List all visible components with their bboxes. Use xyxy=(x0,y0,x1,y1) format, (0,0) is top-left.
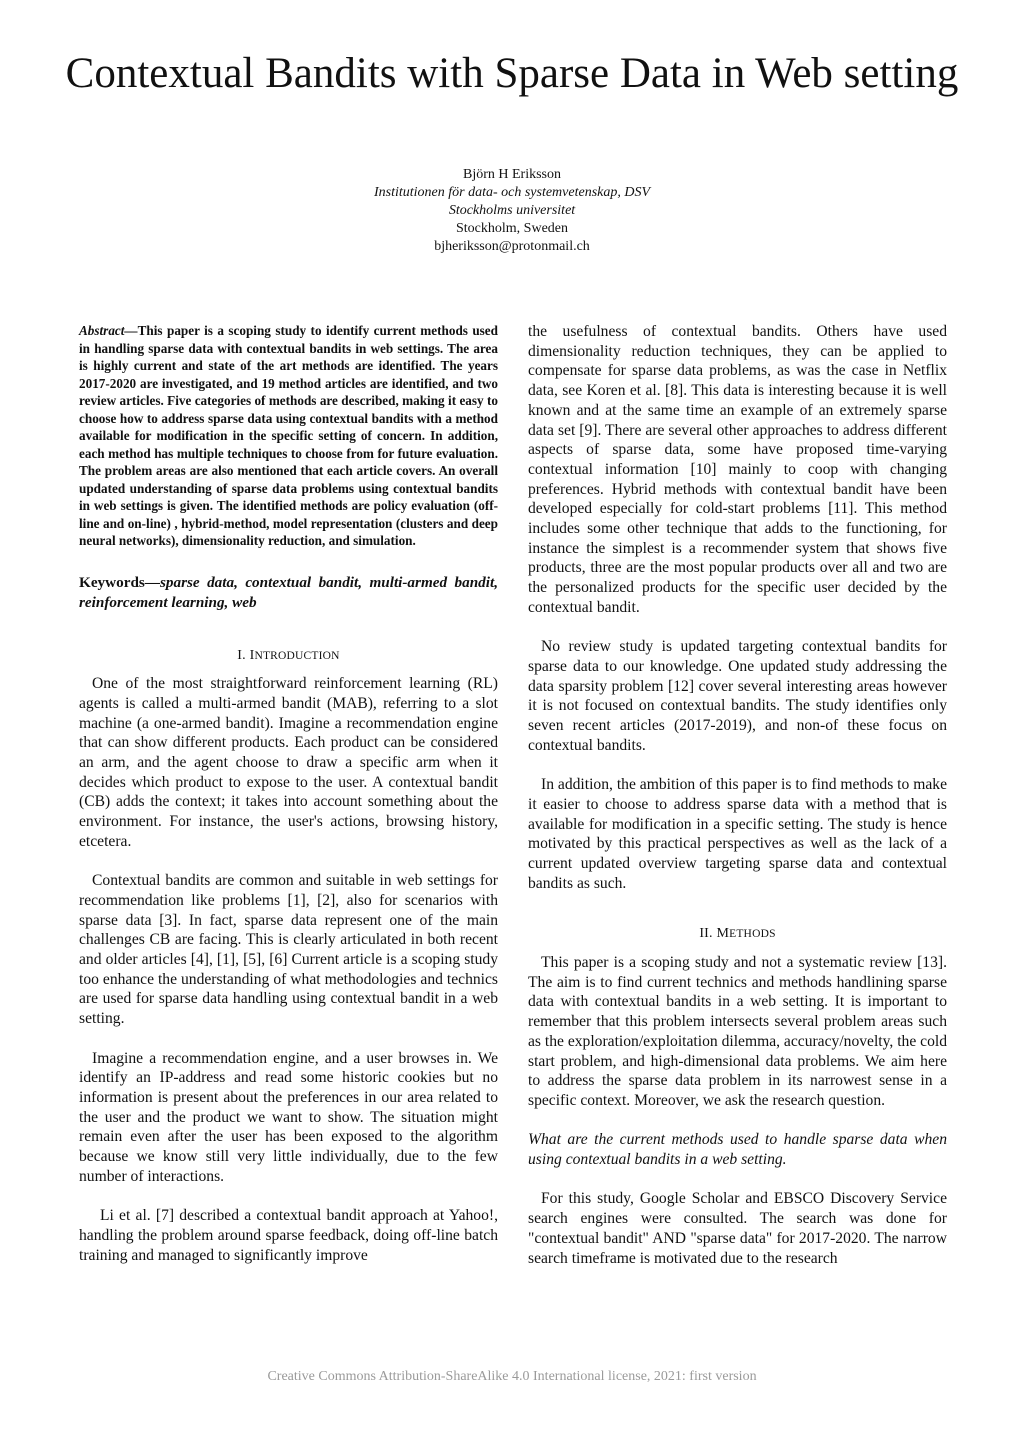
author-email[interactable]: bjheriksson@protonmail.ch xyxy=(434,239,590,254)
paragraph: the usefulness of contextual bandits. Others have used dimensionality reduction techniques, they can be applied to compensate for sparse data problems, as was the case in Netflix data, see Koren et al. [8]. This data is interesting because it is well known and at the same time an example of an extremely sparse data set [9]. There are several other approaches to address different aspects of sparse data, some have proposed time-varying contextual information [10] mainly to coop with changing preferences. Hybrid methods with contextual bandit have been developed especially for cold-start problems [11]. This method includes some other technique that adds to the functioning, for instance the simplest is a recommender system that shows five products, three are the most popular products over all and two are the personalized products for the specific user decided by the contextual bandit. xyxy=(528,323,947,616)
left-column xyxy=(79,322,498,1265)
section-rest: ETHODS xyxy=(729,928,776,941)
author-department: Institutionen för data- och systemvetenskap, DSV xyxy=(373,185,651,200)
research-question: What are the current methods used to handle sparse data when using contextual bandits in a web setting. xyxy=(528,1131,947,1169)
paragraph: This paper is a scoping study and not a systematic review [13]. The aim is to find current technics and methods handlining sparse data with contextual bandits in a web setting. It is important to remember that this problem intersects several problem areas such as the exploration/exploitation dilemma, accuracy/novelty, the cold start problem, and high-dimensional data problems. We aim here to address the sparse data problem in its narrowest sense in a specific context. Moreover, we ask the research question. xyxy=(528,954,948,1109)
abstract-text: This paper is a scoping study to identify current methods used in handling sparse data with contextual bandits in web settings. The area is highly current and state of the art methods are identified. The years 2017-2020 are investigated, and 19 method articles are identified, and two review articles. Five categories of methods are described, making it easy to choose how to address sparse data using contextual bandits with a method available for modification in the specific setting of concern. In addition, each method has multiple techniques to choose from for future evaluation. The problem areas are also mentioned that each article covers. An overall updated understanding of sparse data problems using contextual bandits in web settings is given. The identified methods are policy evaluation (off-line and on-line) , hybrid-method, model representation (clusters and deep neural networks), dimensionality reduction, and simulation. xyxy=(79,323,498,548)
paragraph: Contextual bandits are common and suitable in web settings for recommendation like problems [1], [2], also for scenarios with sparse data [3]. In fact, sparse data represent one of the main challenges CB are facing. This is clearly articulated in both recent and older articles [4], [1], [5], [6] Current article is a scoping study too enhance the understanding of what methodologies and technics are used for sparse data handling using contextual bandit in a web setting. xyxy=(79,872,498,1028)
section-numeral: I. xyxy=(237,647,246,663)
right-column xyxy=(528,322,947,1268)
author-block xyxy=(0,166,1024,256)
section-heading-methods xyxy=(528,924,947,945)
paragraph: Li et al. [7] described a contextual bandit approach at Yahoo!, handling the problem around sparse feedback, doing off-line batch training and managed to significantly improve xyxy=(79,1207,498,1264)
paper-title: Contextual Bandits with Sparse Data in Web setting xyxy=(65,50,959,97)
abstract-label: Abstract— xyxy=(79,323,138,338)
keywords-label: Keywords— xyxy=(79,573,160,591)
author-location: Stockholm, Sweden xyxy=(456,221,568,236)
keywords xyxy=(79,573,498,613)
section-initial: I xyxy=(249,647,255,663)
paragraph: For this study, Google Scholar and EBSCO Discovery Service search engines were consulted. The search was done for "contextual bandit" AND "sparse data" for 2017-2020. The narrow search timeframe is motivated due to the research xyxy=(528,1190,947,1267)
section-heading-introduction xyxy=(79,646,498,667)
paragraph: Imagine a recommendation engine, and a user browses in. We identify an IP-address and read some historic cookies but no information is present about the preferences in our area related to the user and the product we want to show. The situation might remain even after the user has been exposed to the algorithm because we know still very little individually, due to the few number of interactions. xyxy=(79,1049,498,1185)
license-footer: Creative Commons Attribution-ShareAlike 4.0 International license, 2021: first version xyxy=(267,1369,757,1384)
keywords-text: sparse data, contextual bandit, multi-armed bandit, reinforcement learning, web xyxy=(79,573,498,611)
section-numeral: II. xyxy=(699,926,713,942)
author-university: Stockholms universitet xyxy=(448,203,576,218)
section-rest: NTRODUCTION xyxy=(254,649,340,662)
author-name: Björn H Eriksson xyxy=(463,167,561,182)
section-initial: M xyxy=(716,926,730,942)
paragraph: In addition, the ambition of this paper is to find methods to make it easier to choose to address sparse data with a method that is available for modification in a specific setting. The study is hence motivated by this practical perspectives as well as the lack of a current updated overview targeting sparse data and contextual bandits as such. xyxy=(528,776,947,892)
paragraph: No review study is updated targeting contextual bandits for sparse data to our knowledge. One updated study addressing the data sparsity problem [12] cover several interesting areas however it is not focused on contextual bandits. The study identifies only seven recent articles (2017-2019), and non-of these focus on contextual bandits. xyxy=(528,638,947,754)
paragraph: One of the most straightforward reinforcement learning (RL) agents is called a multi-armed bandit (MAB), referring to a slot machine (a one-armed bandit). Imagine a recommendation engine that can show different products. Each product can be considered an arm, and the agent choose to draw a specific arm when it decides which product to expose to the user. A contextual bandit (CB) adds the context; it takes into account something about the environment. For instance, the user's actions, browsing history, etcetera. xyxy=(79,675,498,850)
abstract xyxy=(79,322,498,550)
